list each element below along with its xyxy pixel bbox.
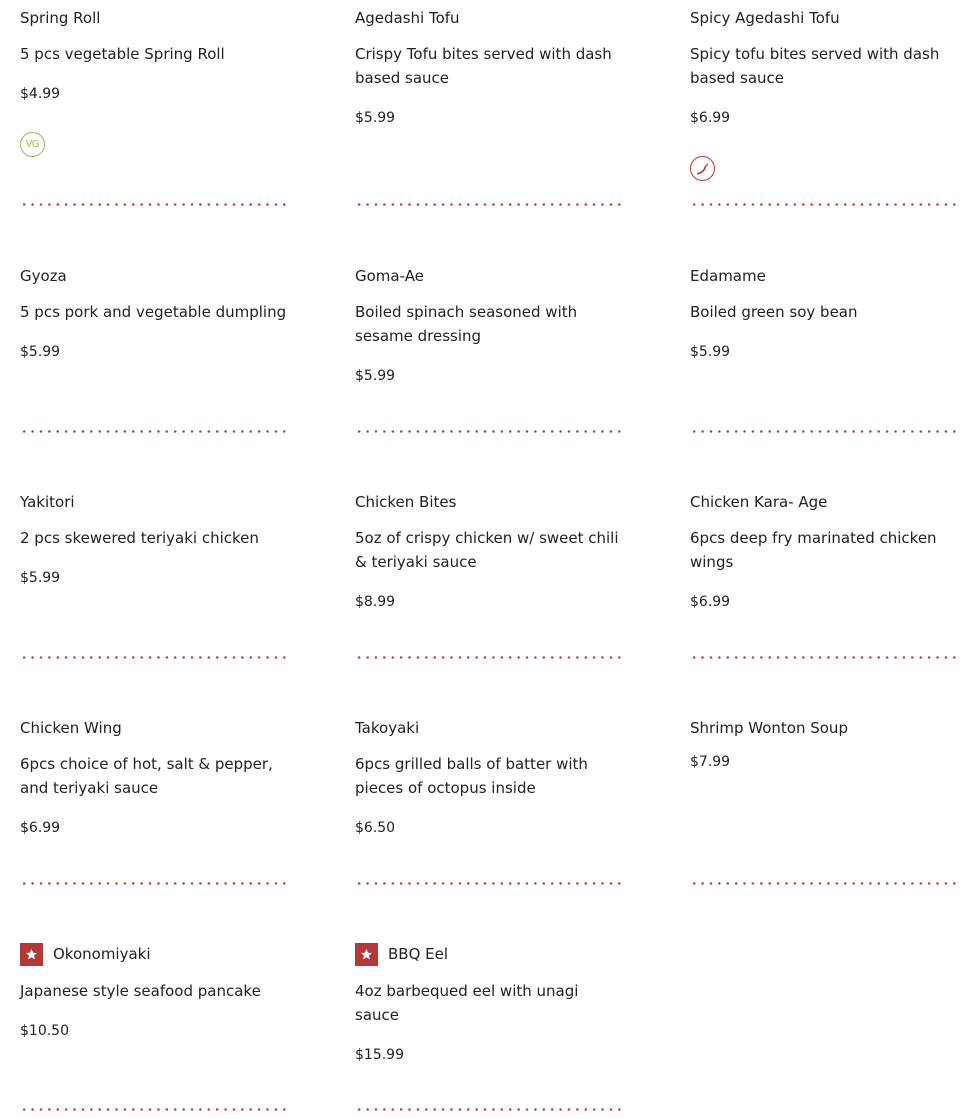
menu-item-chicken-bites [355, 492, 625, 610]
item-name: Agedashi Tofu [355, 9, 460, 27]
item-name: Chicken Kara- Age [690, 493, 828, 511]
item-name: Okonomiyaki [53, 945, 151, 963]
item-description: Spicy tofu bites served with dash based sauce [690, 45, 940, 87]
chili-pepper-icon [690, 156, 715, 181]
item-name: Chicken Bites [355, 493, 457, 511]
menu-item-bbq-eel [355, 944, 625, 1063]
item-name: Chicken Wing [20, 719, 122, 737]
item-price: $5.99 [20, 570, 61, 586]
item-description: Boiled green soy bean [690, 303, 858, 321]
item-name: Edamame [690, 267, 766, 285]
menu-item-edamame [690, 266, 960, 360]
item-name: Takoyaki [355, 719, 420, 737]
item-price: $6.99 [690, 110, 731, 126]
item-description: 6pcs deep fry marinated chicken wings [690, 529, 937, 571]
item-price: $8.99 [355, 594, 396, 610]
menu-item-okonomiyaki [20, 944, 290, 1039]
divider [355, 430, 625, 433]
item-description: 2 pcs skewered teriyaki chicken [20, 529, 259, 547]
menu-item-spring-roll [20, 8, 290, 150]
divider [20, 203, 290, 206]
divider [690, 882, 960, 885]
item-price: $6.99 [20, 820, 61, 836]
item-price: $7.99 [690, 754, 731, 770]
item-name: Spring Roll [20, 9, 101, 27]
item-description: Crispy Tofu bites served with dash based sauce [355, 45, 612, 87]
star-icon [20, 943, 43, 966]
item-name: Goma-Ae [355, 267, 424, 285]
item-description: 6pcs choice of hot, salt & pepper, and teriyaki sauce [20, 755, 273, 797]
menu-item-gyoza [20, 266, 290, 360]
menu-item-shrimp-wonton-soup [690, 718, 960, 770]
star-icon [355, 943, 378, 966]
divider [20, 1108, 290, 1111]
divider [690, 656, 960, 659]
item-name: Shrimp Wonton Soup [690, 719, 848, 737]
item-price: $4.99 [20, 86, 61, 102]
menu-item-goma-ae [355, 266, 625, 384]
divider [690, 430, 960, 433]
item-price: $15.99 [355, 1047, 404, 1063]
item-name: Gyoza [20, 267, 67, 285]
item-price: $6.99 [690, 594, 731, 610]
item-name: BBQ Eel [388, 945, 449, 963]
item-price: $5.99 [20, 344, 61, 360]
vegan-badge-label: VG [25, 139, 40, 150]
menu-item-chicken-wing [20, 718, 290, 836]
menu-item-takoyaki [355, 718, 625, 836]
item-name: Spicy Agedashi Tofu [690, 9, 840, 27]
item-description: 5 pcs pork and vegetable dumpling [20, 303, 287, 321]
item-description: 4oz barbequed eel with unagi sauce [355, 982, 579, 1024]
menu-item-agedashi-tofu [355, 8, 625, 126]
item-description: Boiled spinach seasoned with sesame dressing [355, 303, 578, 345]
divider [20, 430, 290, 433]
item-description: Japanese style seafood pancake [20, 982, 261, 1000]
item-price: $5.99 [355, 368, 396, 384]
menu-item-chicken-kara-age [690, 492, 960, 610]
menu-item-yakitori [20, 492, 290, 586]
divider [20, 882, 290, 885]
item-description: 5oz of crispy chicken w/ sweet chili & teriyaki sauce [355, 529, 619, 571]
menu-item-spicy-agedashi-tofu [690, 8, 960, 126]
divider [690, 203, 960, 206]
divider [355, 203, 625, 206]
vegan-icon [20, 132, 45, 157]
item-price: $10.50 [20, 1023, 69, 1039]
item-price: $6.50 [355, 820, 396, 836]
item-description: 5 pcs vegetable Spring Roll [20, 45, 225, 63]
divider [20, 656, 290, 659]
item-name: Yakitori [20, 493, 75, 511]
item-description: 6pcs grilled balls of batter with pieces of octopus inside [355, 755, 588, 797]
divider [355, 656, 625, 659]
item-price: $5.99 [355, 110, 396, 126]
divider [355, 1108, 625, 1111]
divider [355, 882, 625, 885]
item-price: $5.99 [690, 344, 731, 360]
